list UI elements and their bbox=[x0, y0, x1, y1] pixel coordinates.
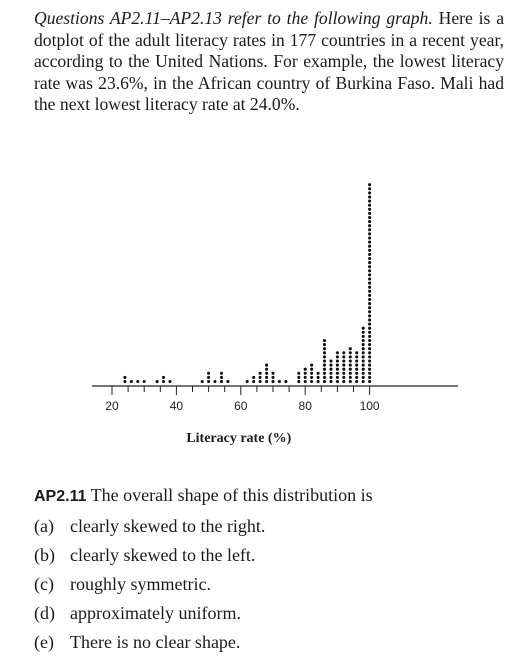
choice-text: approximately uniform. bbox=[70, 603, 241, 623]
data-dot bbox=[368, 368, 371, 371]
data-dot bbox=[368, 298, 371, 301]
data-dot bbox=[278, 380, 281, 383]
data-dot bbox=[304, 380, 307, 383]
data-dot bbox=[362, 372, 365, 375]
data-dot bbox=[259, 380, 262, 383]
data-dot bbox=[317, 380, 320, 383]
data-dot bbox=[329, 372, 332, 375]
data-dot bbox=[368, 294, 371, 297]
data-dot bbox=[368, 261, 371, 264]
data-dot bbox=[310, 364, 313, 367]
data-dot bbox=[368, 232, 371, 235]
data-dot bbox=[368, 212, 371, 215]
data-dot bbox=[336, 376, 339, 379]
data-dot bbox=[355, 351, 358, 354]
data-dot bbox=[342, 376, 345, 379]
data-dot bbox=[207, 372, 210, 375]
data-dot bbox=[336, 351, 339, 354]
data-dot bbox=[349, 355, 352, 358]
data-dot bbox=[368, 310, 371, 313]
literacy-dotplot bbox=[0, 172, 518, 452]
data-dot bbox=[368, 286, 371, 289]
data-dot bbox=[362, 376, 365, 379]
data-dot bbox=[362, 343, 365, 346]
data-dot bbox=[310, 376, 313, 379]
data-dot bbox=[317, 376, 320, 379]
question-number: AP2.11 bbox=[34, 488, 87, 505]
data-dot bbox=[265, 376, 268, 379]
data-dot bbox=[265, 364, 268, 367]
data-dot bbox=[368, 335, 371, 338]
data-dot bbox=[271, 376, 274, 379]
dotplot-dots bbox=[123, 183, 371, 383]
data-dot bbox=[368, 195, 371, 198]
data-dot bbox=[355, 368, 358, 371]
data-dot bbox=[368, 323, 371, 326]
data-dot bbox=[368, 306, 371, 309]
data-dot bbox=[310, 368, 313, 371]
data-dot bbox=[304, 372, 307, 375]
data-dot bbox=[252, 380, 255, 383]
data-dot bbox=[310, 380, 313, 383]
data-dot bbox=[329, 364, 332, 367]
data-dot bbox=[368, 376, 371, 379]
choice-text: There is no clear shape. bbox=[70, 632, 241, 652]
data-dot bbox=[368, 380, 371, 383]
data-dot bbox=[362, 339, 365, 342]
data-dot bbox=[156, 380, 159, 383]
data-dot bbox=[342, 359, 345, 362]
data-dot bbox=[336, 355, 339, 358]
data-dot bbox=[323, 339, 326, 342]
data-dot bbox=[368, 200, 371, 203]
data-dot bbox=[342, 368, 345, 371]
data-dot bbox=[323, 355, 326, 358]
data-dot bbox=[304, 376, 307, 379]
data-dot bbox=[368, 241, 371, 244]
data-dot bbox=[355, 364, 358, 367]
data-dot bbox=[304, 368, 307, 371]
data-dot bbox=[252, 376, 255, 379]
data-dot bbox=[368, 216, 371, 219]
data-dot bbox=[368, 282, 371, 285]
choice-d[interactable] bbox=[34, 599, 265, 628]
data-dot bbox=[130, 380, 133, 383]
data-dot bbox=[368, 253, 371, 256]
data-dot bbox=[349, 364, 352, 367]
data-dot bbox=[207, 380, 210, 383]
choice-a[interactable] bbox=[34, 512, 265, 541]
data-dot bbox=[297, 376, 300, 379]
data-dot bbox=[368, 228, 371, 231]
answer-choices bbox=[34, 512, 265, 657]
data-dot bbox=[349, 351, 352, 354]
data-dot bbox=[349, 347, 352, 350]
data-dot bbox=[284, 380, 287, 383]
data-dot bbox=[368, 327, 371, 330]
data-dot bbox=[329, 359, 332, 362]
data-dot bbox=[368, 290, 371, 293]
data-dot bbox=[362, 351, 365, 354]
data-dot bbox=[213, 380, 216, 383]
choice-text: clearly skewed to the left. bbox=[70, 545, 256, 565]
data-dot bbox=[368, 372, 371, 375]
data-dot bbox=[342, 355, 345, 358]
intro-paragraph bbox=[34, 8, 504, 116]
data-dot bbox=[355, 376, 358, 379]
data-dot bbox=[368, 269, 371, 272]
data-dot bbox=[362, 331, 365, 334]
data-dot bbox=[342, 364, 345, 367]
data-dot bbox=[368, 355, 371, 358]
data-dot bbox=[355, 380, 358, 383]
data-dot bbox=[310, 372, 313, 375]
data-dot bbox=[323, 347, 326, 350]
question-heading bbox=[34, 484, 373, 508]
data-dot bbox=[349, 372, 352, 375]
question-stem: The overall shape of this distribution is bbox=[90, 485, 373, 505]
data-dot bbox=[143, 380, 146, 383]
data-dot bbox=[259, 376, 262, 379]
data-dot bbox=[368, 183, 371, 186]
choice-e[interactable] bbox=[34, 628, 265, 657]
choice-letter: (b) bbox=[34, 545, 55, 565]
data-dot bbox=[362, 359, 365, 362]
data-dot bbox=[220, 372, 223, 375]
data-dot bbox=[342, 380, 345, 383]
data-dot bbox=[368, 302, 371, 305]
data-dot bbox=[246, 380, 249, 383]
data-dot bbox=[329, 380, 332, 383]
data-dot bbox=[297, 372, 300, 375]
data-dot bbox=[355, 359, 358, 362]
data-dot bbox=[336, 364, 339, 367]
x-tick-label: 80 bbox=[298, 399, 312, 413]
data-dot bbox=[162, 380, 165, 383]
data-dot bbox=[349, 359, 352, 362]
data-dot bbox=[323, 359, 326, 362]
data-dot bbox=[368, 314, 371, 317]
data-dot bbox=[207, 376, 210, 379]
data-dot bbox=[362, 355, 365, 358]
choice-c[interactable] bbox=[34, 570, 265, 599]
data-dot bbox=[336, 372, 339, 375]
data-dot bbox=[323, 368, 326, 371]
data-dot bbox=[226, 380, 229, 383]
data-dot bbox=[368, 339, 371, 342]
data-dot bbox=[368, 277, 371, 280]
choice-letter: (a) bbox=[34, 516, 54, 536]
data-dot bbox=[368, 245, 371, 248]
data-dot bbox=[123, 380, 126, 383]
data-dot bbox=[336, 380, 339, 383]
data-dot bbox=[368, 208, 371, 211]
data-dot bbox=[368, 224, 371, 227]
data-dot bbox=[368, 187, 371, 190]
x-tick-label: 20 bbox=[105, 399, 119, 413]
data-dot bbox=[323, 372, 326, 375]
data-dot bbox=[355, 372, 358, 375]
data-dot bbox=[368, 343, 371, 346]
data-dot bbox=[368, 220, 371, 223]
data-dot bbox=[323, 376, 326, 379]
data-dot bbox=[297, 380, 300, 383]
data-dot bbox=[342, 351, 345, 354]
data-dot bbox=[329, 368, 332, 371]
data-dot bbox=[368, 236, 371, 239]
choice-letter: (c) bbox=[34, 574, 54, 594]
data-dot bbox=[265, 368, 268, 371]
data-dot bbox=[368, 249, 371, 252]
data-dot bbox=[323, 364, 326, 367]
intro-text: Here is a dotplot of the adult literacy rates in 177 countries in a recent year, according to the United Nations. For example, the lowest literacy rate was 23.6%, in the African country of Burkina Faso. Mali had the next lowest literacy rate at 24.0%. bbox=[34, 8, 505, 114]
data-dot bbox=[271, 372, 274, 375]
data-dot bbox=[368, 331, 371, 334]
data-dot bbox=[349, 376, 352, 379]
intro-lead: Questions AP2.11–AP2.13 refer to the following graph. bbox=[34, 8, 433, 28]
data-dot bbox=[259, 372, 262, 375]
x-tick-label: 40 bbox=[169, 399, 184, 413]
data-dot bbox=[220, 380, 223, 383]
data-dot bbox=[349, 368, 352, 371]
data-dot bbox=[355, 355, 358, 358]
data-dot bbox=[368, 257, 371, 260]
data-dot bbox=[362, 347, 365, 350]
data-dot bbox=[162, 376, 165, 379]
x-tick-label: 100 bbox=[359, 399, 380, 413]
data-dot bbox=[323, 380, 326, 383]
choice-letter: (d) bbox=[34, 603, 55, 623]
data-dot bbox=[362, 380, 365, 383]
data-dot bbox=[368, 204, 371, 207]
data-dot bbox=[265, 372, 268, 375]
choice-text: roughly symmetric. bbox=[70, 574, 211, 594]
data-dot bbox=[265, 380, 268, 383]
data-dot bbox=[323, 351, 326, 354]
choice-b[interactable] bbox=[34, 541, 265, 570]
data-dot bbox=[329, 376, 332, 379]
data-dot bbox=[220, 376, 223, 379]
x-axis-ticks bbox=[105, 386, 380, 413]
data-dot bbox=[201, 380, 204, 383]
choice-letter: (e) bbox=[34, 632, 54, 652]
data-dot bbox=[362, 335, 365, 338]
data-dot bbox=[362, 327, 365, 330]
data-dot bbox=[349, 380, 352, 383]
x-tick-label: 60 bbox=[234, 399, 248, 413]
data-dot bbox=[317, 372, 320, 375]
data-dot bbox=[342, 372, 345, 375]
data-dot bbox=[271, 380, 274, 383]
data-dot bbox=[368, 265, 371, 268]
data-dot bbox=[368, 359, 371, 362]
data-dot bbox=[362, 368, 365, 371]
data-dot bbox=[136, 380, 139, 383]
data-dot bbox=[123, 376, 126, 379]
data-dot bbox=[368, 318, 371, 321]
data-dot bbox=[336, 359, 339, 362]
data-dot bbox=[336, 368, 339, 371]
data-dot bbox=[168, 380, 171, 383]
data-dot bbox=[368, 351, 371, 354]
data-dot bbox=[362, 364, 365, 367]
choice-text: clearly skewed to the right. bbox=[70, 516, 266, 536]
data-dot bbox=[368, 273, 371, 276]
data-dot bbox=[323, 343, 326, 346]
data-dot bbox=[368, 191, 371, 194]
data-dot bbox=[368, 364, 371, 367]
data-dot bbox=[368, 347, 371, 350]
x-axis-label: Literacy rate (%) bbox=[186, 431, 292, 446]
